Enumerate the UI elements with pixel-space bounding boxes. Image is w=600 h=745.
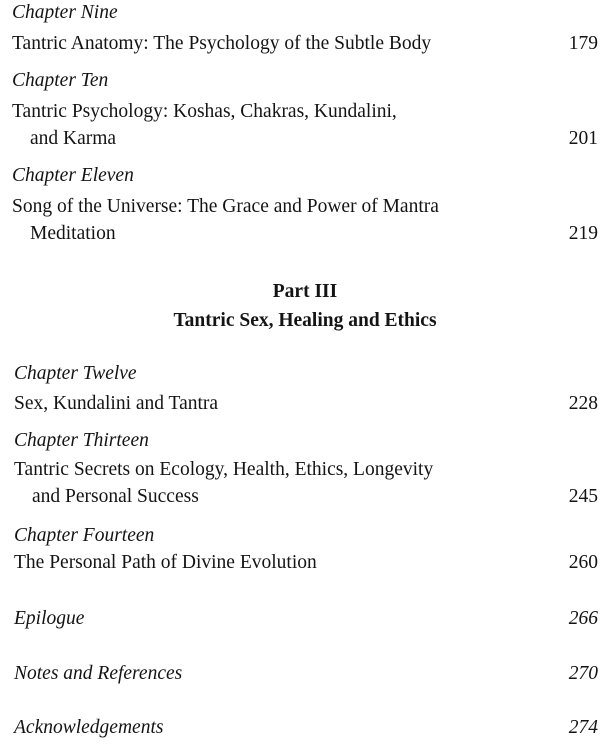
chapter-title: Sex, Kundalini and Tantra	[14, 393, 219, 414]
chapter-title: The Personal Path of Divine Evolution	[14, 552, 317, 573]
chapter-label: Chapter Thirteen	[14, 430, 149, 451]
chapter-title-continued: and Karma	[30, 128, 117, 149]
page-number: 245	[568, 486, 598, 507]
page-number: 266	[568, 608, 598, 629]
back-matter-title: Epilogue	[14, 608, 85, 629]
chapter-label: Chapter Twelve	[14, 363, 137, 384]
page-number: 274	[568, 717, 598, 738]
chapter-title: Tantric Secrets on Ecology, Health, Ethics, Longevity	[14, 459, 434, 480]
back-matter-title: Acknowledgements	[14, 717, 164, 738]
chapter-label: Chapter Fourteen	[14, 525, 155, 546]
part-subtitle: Tantric Sex, Healing and Ethics	[173, 310, 437, 331]
page-number: 201	[568, 128, 598, 149]
page-number: 219	[568, 223, 598, 244]
chapter-label: Chapter Ten	[12, 70, 109, 91]
page-number: 228	[568, 393, 598, 414]
chapter-title: Tantric Anatomy: The Psychology of the Subtle Body	[12, 33, 432, 54]
chapter-title: Song of the Universe: The Grace and Power of Mantra	[12, 196, 439, 217]
chapter-label: Chapter Eleven	[12, 165, 134, 186]
page-number: 260	[568, 552, 598, 573]
chapter-label: Chapter Nine	[12, 2, 118, 23]
chapter-title-continued: and Personal Success	[32, 486, 199, 507]
back-matter-title: Notes and References	[14, 663, 183, 684]
page-number: 270	[568, 663, 598, 684]
part-heading: Part III	[272, 281, 338, 302]
chapter-title: Tantric Psychology: Koshas, Chakras, Kundalini,	[12, 101, 397, 122]
page-number: 179	[568, 33, 598, 54]
chapter-title-continued: Meditation	[30, 223, 116, 244]
